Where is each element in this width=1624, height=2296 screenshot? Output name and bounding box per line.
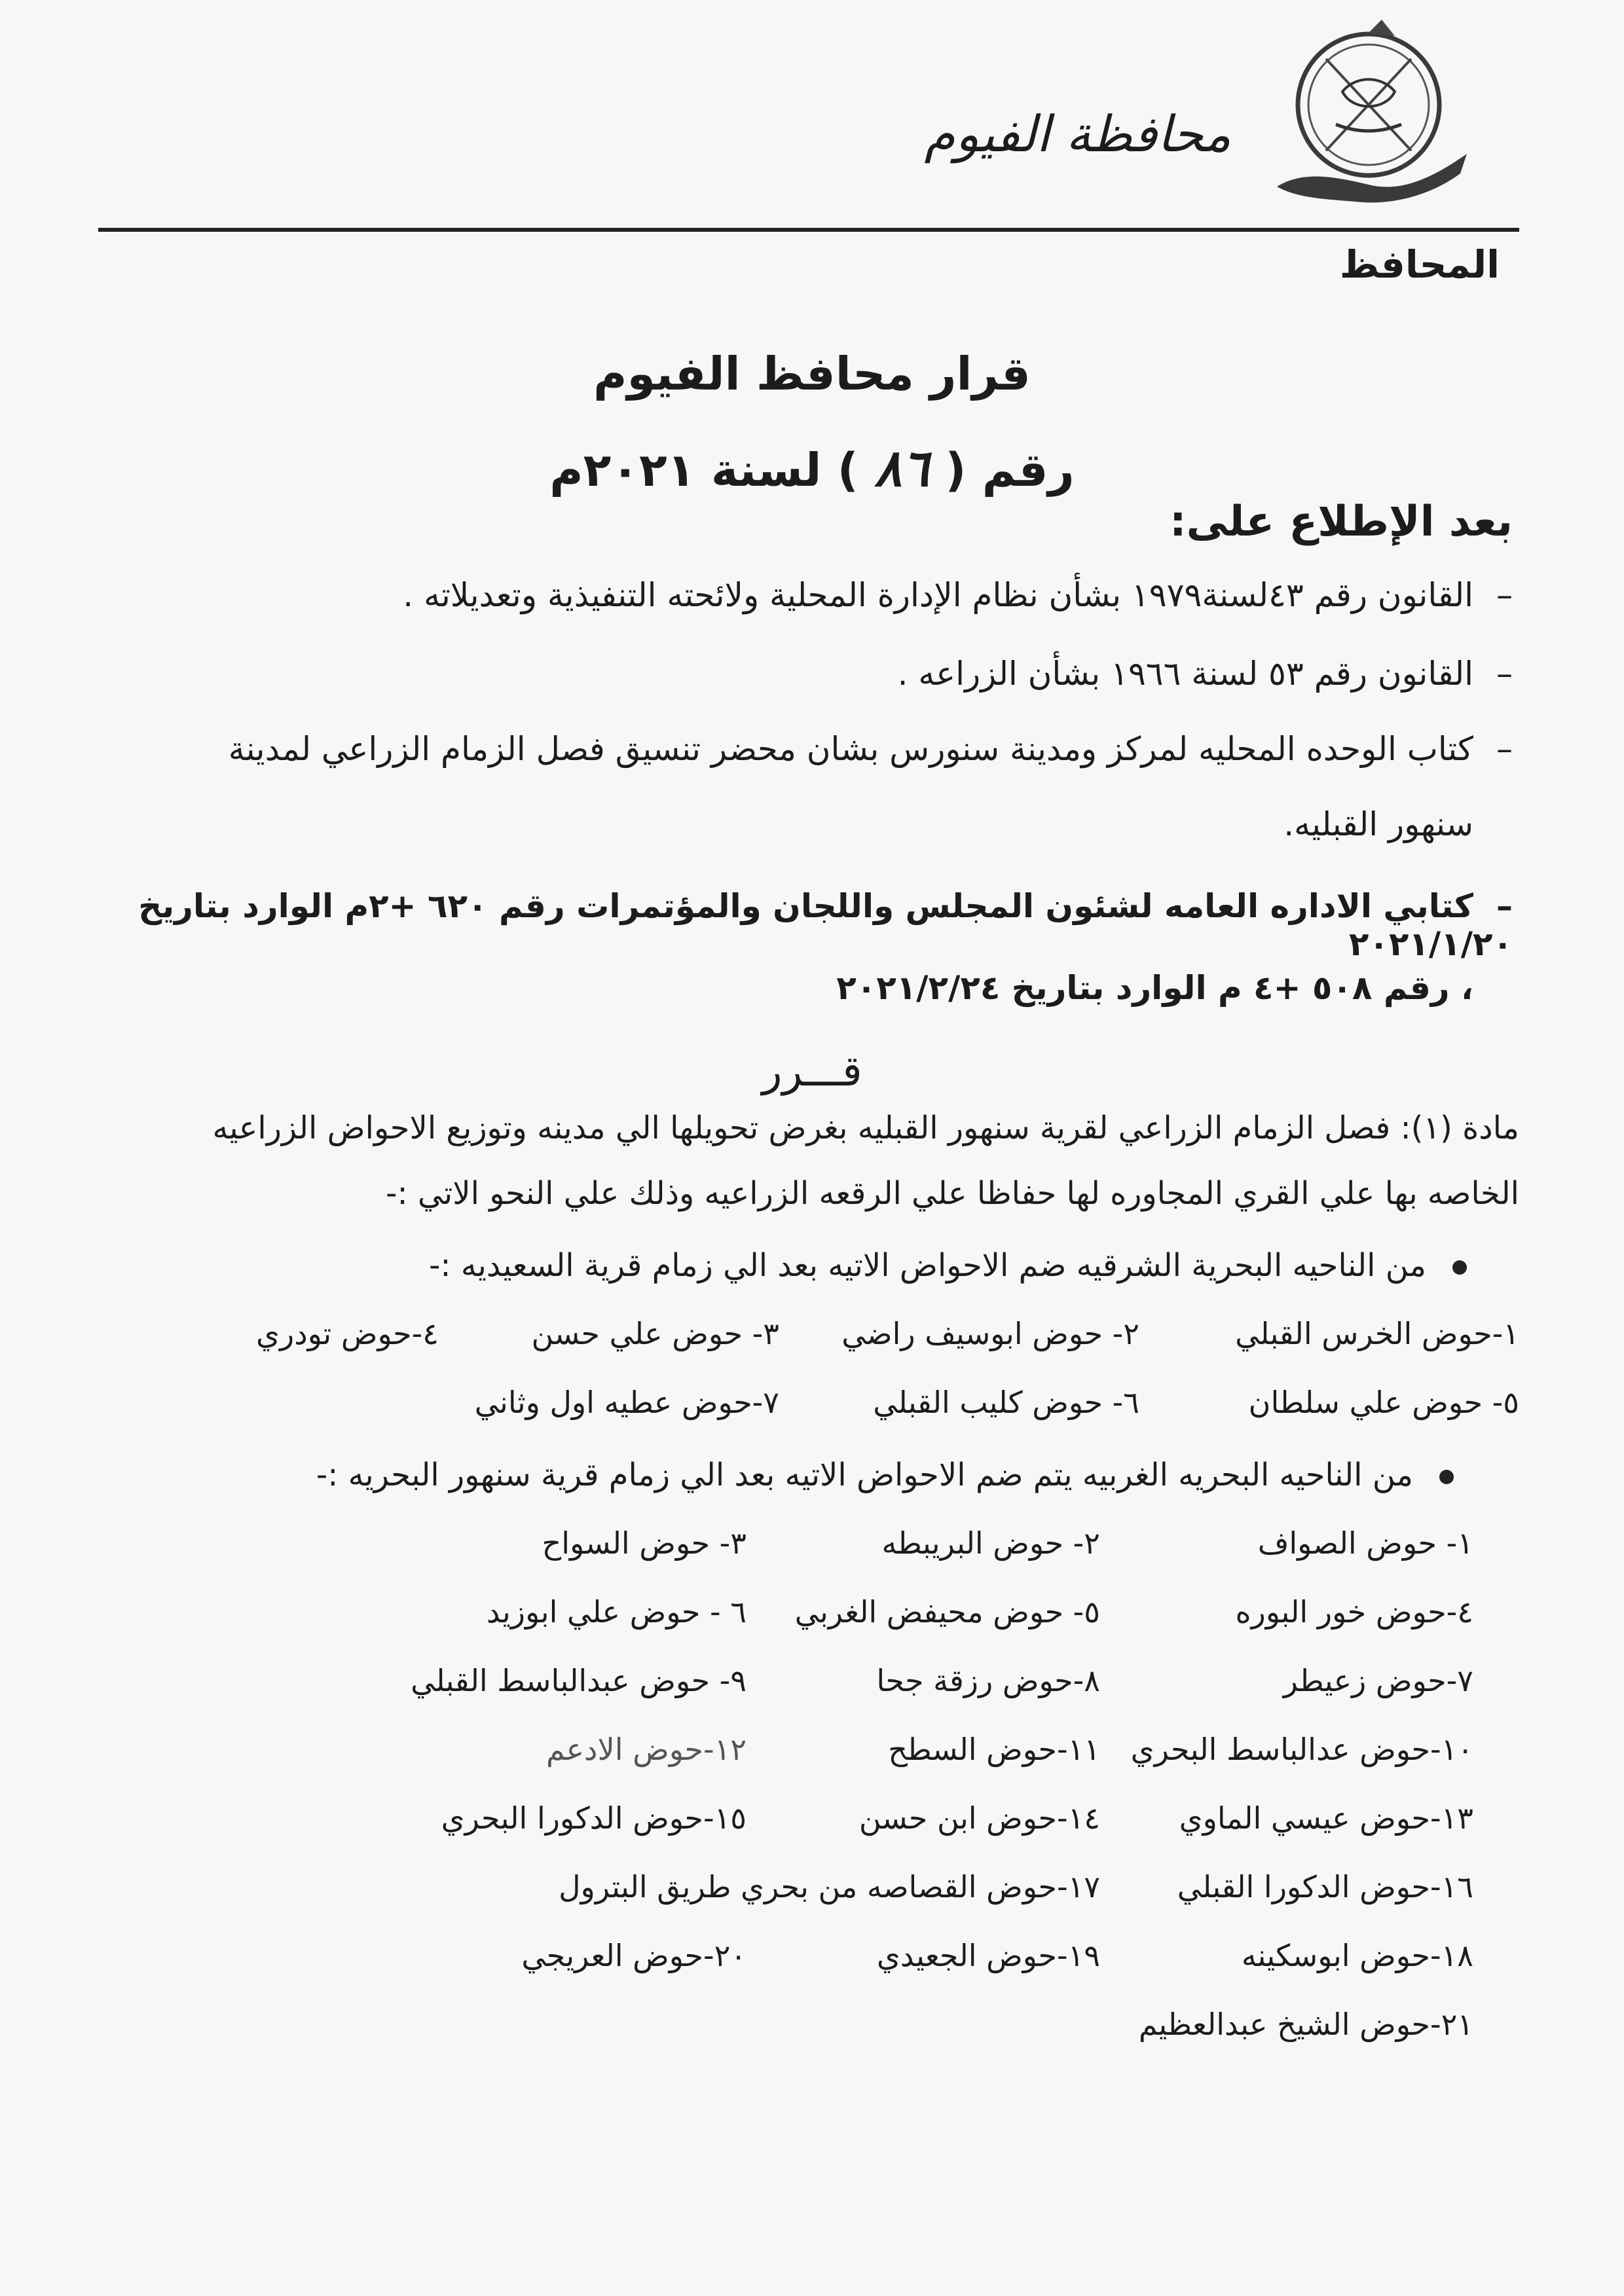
list-item: ١٤-حوض ابن حسن [858,1800,1100,1836]
consideration-3-continuation: سنهور القبليه. [1283,805,1473,843]
west-heading-text: من الناحيه البحريه الغربيه يتم ضم الاحواض الاتيه بعد الي زمام قرية سنهور البحريه :- [316,1457,1413,1493]
number-suffix: ) لسنة ٢٠٢١م [549,443,858,497]
list-item: ١٣-حوض عيسي الماوي [1179,1800,1473,1836]
bullet-icon [1452,1260,1467,1275]
list-item: ٤-حوض خور البوره [1235,1594,1473,1630]
number-prefix: رقم ( [945,443,1075,497]
list-item: ١١-حوض السطح [888,1732,1100,1767]
header-divider [98,228,1519,232]
list-item: ٢- حوض البريبطه [881,1525,1100,1561]
east-section-heading [429,1247,1467,1284]
decision-heading: قـــرر [762,1048,862,1096]
list-item: ٥- حوض محيفض الغربي [794,1594,1100,1630]
consideration-4: –كتابي الاداره العامه لشئون المجلس واللجان والمؤتمرات رقم ٦٢٠ +٢م الوارد بتاريخ ٢٠٢١/١/٢٠ [138,887,1513,963]
governorate-seal-logo [1264,13,1480,210]
consideration-1: –القانون رقم ٤٣لسنة١٩٧٩ بشأن نظام الإدارة المحلية ولائحته التنفيذية وتعديلاته . [403,576,1513,614]
list-item: ١٨-حوض ابوسكينه [1241,1938,1473,1973]
consideration-3-text: كتاب الوحده المحليه لمركز ومدينة سنورس بشان محضر تنسيق فصل الزمام الزراعي لمدينة [228,730,1473,768]
bullet-icon [1439,1470,1454,1484]
intro-heading: بعد الإطلاع على: [1169,498,1513,546]
list-item: ٧-حوض عطيه اول وثاني [474,1385,779,1420]
list-item: ٣- حوض السواح [542,1525,747,1561]
list-item: ١-حوض الخرس القبلي [1235,1316,1519,1351]
east-heading-text: من الناحيه البحرية الشرقيه ضم الاحواض الاتيه بعد الي زمام قرية السعيديه :- [429,1247,1426,1284]
list-item: ١٧-حوض القصاصه من بحري طريق البترول [559,1869,1100,1904]
list-item: ٦- حوض كليب القبلي [873,1385,1139,1420]
consideration-4-text: كتابي الاداره العامه لشئون المجلس واللجان والمؤتمرات رقم ٦٢٠ +٢م الوارد بتاريخ ٢٠٢١/١/٢٠ [138,887,1513,963]
list-item: ٢٠-حوض العريجي [521,1938,747,1973]
consideration-2: –القانون رقم ٥٣ لسنة ١٩٦٦ بشأن الزراعه . [897,655,1513,693]
decision-number-line [0,439,1624,498]
governorate-name: محافظة الفيوم [924,105,1231,163]
consideration-3: –كتاب الوحده المحليه لمركز ومدينة سنورس بشان محضر تنسيق فصل الزمام الزراعي لمدينة [228,730,1513,768]
decision-number: ٨٦ [874,439,929,498]
list-item: ١٩-حوض الجعيدي [876,1938,1100,1973]
article-1-line-1: مادة (١): فصل الزمام الزراعي لقرية سنهور القبليه بغرض تحويلها الي مدينه وتوزيع الاحواض الزراعيه [212,1110,1519,1146]
list-item: ١٢-حوض الادعم [545,1732,747,1767]
consideration-2-text: القانون رقم ٥٣ لسنة ١٩٦٦ بشأن الزراعه . [897,655,1473,693]
list-item: ٣- حوض علي حسن [531,1316,779,1351]
office-label: المحافظ [1339,242,1500,287]
consideration-4-continuation: ، رقم ٥٠٨ +٤ م الوارد بتاريخ ٢٠٢١/٢/٢٤ [836,969,1473,1007]
list-item: ٦ - حوض علي ابوزيد [486,1594,747,1630]
list-item: ٢١-حوض الشيخ عبدالعظيم [1138,2007,1473,2042]
list-item: ٩- حوض عبدالباسط القبلي [411,1663,747,1698]
list-item: ١٥-حوض الدكورا البحري [441,1800,747,1836]
consideration-1-text: القانون رقم ٤٣لسنة١٩٧٩ بشأن نظام الإدارة المحلية ولائحته التنفيذية وتعديلاته . [403,576,1473,614]
list-item: ١٠-حوض عدالباسط البحري [1130,1732,1473,1767]
list-item: ٧-حوض زعيطر [1283,1663,1473,1698]
decision-title: قرار محافظ الفيوم [593,347,1031,401]
article-1-line-2: الخاصه بها علي القري المجاوره لها حفاظا علي الرقعه الزراعيه وذلك علي النحو الاتي :- [386,1175,1519,1212]
list-item: ٥- حوض علي سلطان [1248,1385,1519,1420]
list-item: ١٦-حوض الدكورا القبلي [1177,1869,1473,1904]
list-item: ٤-حوض تودري [255,1316,439,1351]
list-item: ٨-حوض رزقة جحا [876,1663,1100,1698]
list-item: ٢- حوض ابوسيف راضي [841,1316,1139,1351]
list-item: ١- حوض الصواف [1257,1525,1473,1561]
west-section-heading [316,1457,1454,1493]
